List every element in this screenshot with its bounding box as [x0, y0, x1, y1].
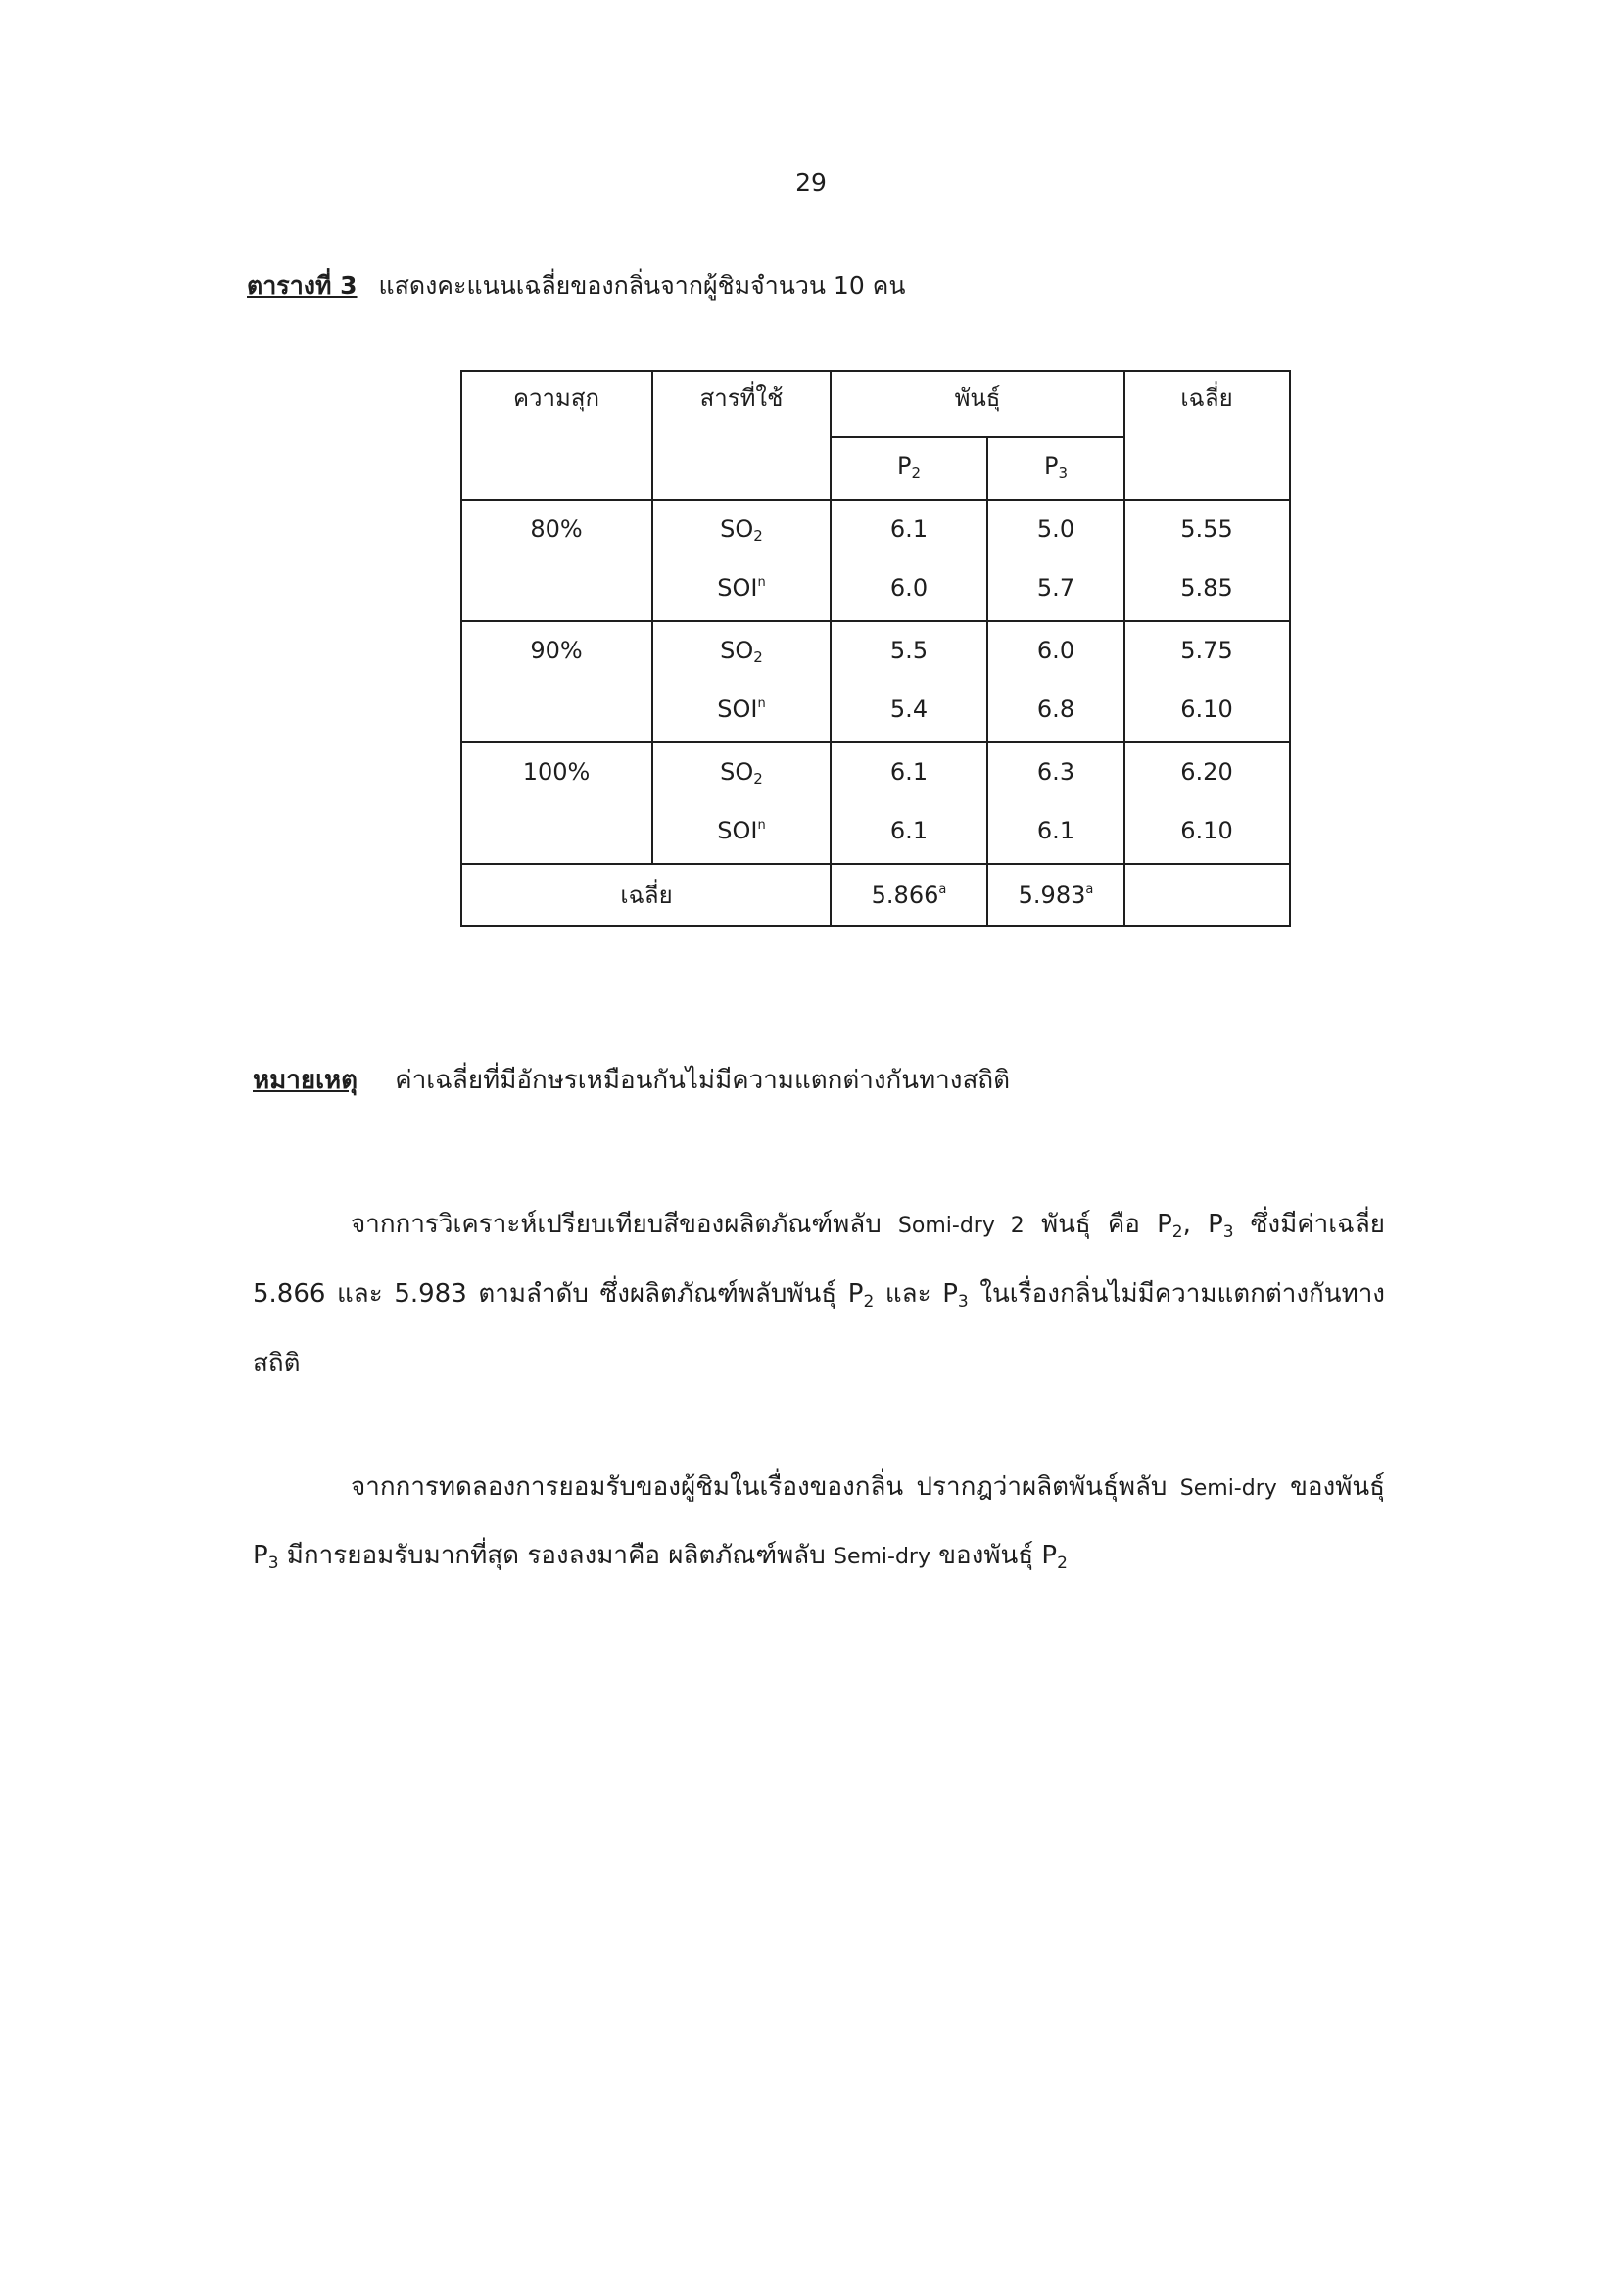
caption-text: แสดงคะแนนเฉลี่ยของกลิ่นจากผู้ชิมจำนวน 10 คน [378, 271, 906, 300]
header-chemical: สารที่ใช้ [699, 384, 784, 411]
ripeness-cell: 90% [530, 637, 583, 664]
chemical-cell: SOI$^n$ [717, 695, 766, 723]
caption-label: ตารางที่ 3 [247, 271, 358, 300]
table-caption [247, 266, 906, 306]
footer-p2-mean: 5.866$^a$ [871, 882, 947, 909]
header-mean: เฉลี่ย [1180, 384, 1233, 411]
chemical-cell: $SO_2$ [720, 515, 763, 545]
mean-cell: 5.85 [1180, 574, 1233, 601]
p3-score-cell: 5.7 [1036, 574, 1075, 601]
p2-score-cell: 6.0 [889, 574, 929, 601]
chemical-cell: SOI$^n$ [717, 574, 766, 601]
mean-cell: 5.75 [1180, 637, 1233, 664]
header-ripeness: ความสุก [512, 384, 600, 411]
p3-score-cell: 5.0 [1036, 515, 1075, 543]
ripeness-cell: 80% [530, 515, 583, 543]
chemical-cell: $SO_2$ [720, 758, 763, 788]
table-note [253, 1060, 1010, 1100]
p3-score-cell: 6.0 [1036, 637, 1075, 664]
mean-cell: 5.55 [1180, 515, 1233, 543]
paragraph-color-analysis: จากการวิเคราะห์เปรียบเทียบสีของผลิตภัณฑ์พลับ Somi-dry 2 พันธุ์ คือ $P_2$, $P_3$ ซึ่งมีค่าเฉลี่ย 5.866 และ 5.983 ตามลำดับ ซึ่งผลิตภัณฑ์พลับพันธุ์ $P_2$ และ $P_3$ ในเรื่องกลิ่นไม่มีความแตกต่างกันทางสถิติ [253, 1210, 1386, 1378]
p2-score-cell: 5.4 [889, 695, 929, 723]
chemical-cell: SOI$^n$ [717, 817, 766, 844]
mean-cell: 6.20 [1180, 758, 1233, 786]
p2-score-cell: 5.5 [889, 637, 929, 664]
p3-score-cell: 6.3 [1036, 758, 1075, 786]
table-grid-lines [460, 370, 1291, 927]
note-text: ค่าเฉลี่ยที่มีอักษรเหมือนกันไม่มีความแตกต่างกันทางสถิติ [395, 1066, 1010, 1095]
p3-score-cell: 6.1 [1036, 817, 1075, 844]
mean-cell: 6.10 [1180, 695, 1233, 723]
mean-cell: 6.10 [1180, 817, 1233, 844]
page-number: 29 [795, 168, 827, 197]
p3-score-cell: 6.8 [1036, 695, 1075, 723]
footer-mean-label: เฉลี่ย [620, 882, 673, 909]
header-p2: $P_2$ [896, 453, 922, 482]
header-variety: พันธุ์ [954, 384, 1001, 411]
p2-score-cell: 6.1 [889, 758, 929, 786]
p2-score-cell: 6.1 [889, 817, 929, 844]
aroma-score-table [460, 370, 1291, 927]
header-p3: $P_3$ [1043, 453, 1069, 482]
footer-p3-mean: 5.983$^a$ [1018, 882, 1094, 909]
chemical-cell: $SO_2$ [720, 637, 763, 666]
ripeness-cell: 100% [522, 758, 591, 786]
note-label: หมายเหตุ [253, 1066, 358, 1095]
p2-score-cell: 6.1 [889, 515, 929, 543]
paragraph-acceptance: จากการทดลองการยอมรับของผู้ชิมในเรื่องของกลิ่น ปรากฎว่าผลิตพันธุ์พลับ Semi-dry ของพันธุ์ $P_3$ มีการยอมรับมากที่สุด รองลงมาคือ ผลิตภัณฑ์พลับ Semi-dry ของพันธุ์ $P_2$ [253, 1472, 1386, 1573]
